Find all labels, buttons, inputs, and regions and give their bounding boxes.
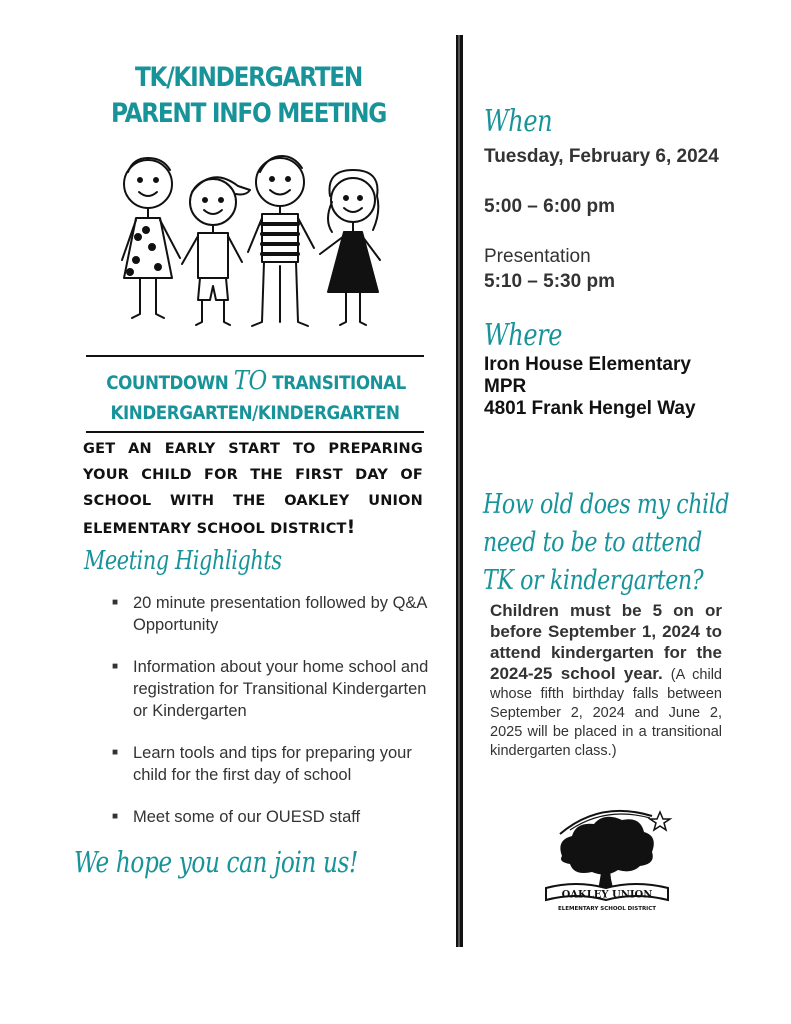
list-item-text: 20 minute presentation followed by Q&A Opportunity xyxy=(133,594,427,634)
age-answer xyxy=(490,600,722,761)
where-heading: Where xyxy=(484,318,563,353)
location xyxy=(484,354,696,420)
highlights-heading: Meeting Highlights xyxy=(84,546,282,576)
list-item xyxy=(112,806,432,828)
list-item-text: Learn tools and tips for preparing your child for the first day of school xyxy=(133,744,412,784)
divider-top xyxy=(86,355,424,357)
intro-body: GET AN EARLY START TO PREPARING YOUR CHILD FOR THE FIRST DAY OF SCHOOL WITH THE OAKLEY UNION ELEMENTARY SCHOOL DISTRICT xyxy=(83,441,423,537)
location-name: Iron House Elementary xyxy=(484,354,691,375)
countdown-line-1 xyxy=(106,366,406,398)
countdown-word: COUNTDOWN xyxy=(106,372,229,394)
logo-subtitle: ELEMENTARY SCHOOL DISTRICT xyxy=(557,906,657,912)
list-item-text: Meet some of our OUESD staff xyxy=(133,808,361,826)
kids-drawing-icon xyxy=(108,152,398,337)
intro-exclaim: ! xyxy=(346,516,356,538)
bullet-icon: ■ xyxy=(112,661,119,672)
event-date: Tuesday, February 6, 2024 xyxy=(484,146,719,167)
event-time: 5:00 – 6:00 pm xyxy=(484,196,615,217)
logo-name: OAKLEY UNION xyxy=(561,889,653,901)
location-address: 4801 Frank Hengel Way xyxy=(484,398,696,419)
list-item xyxy=(112,592,432,636)
closing-text: We hope you can join us! xyxy=(74,845,358,879)
presentation-time: 5:10 – 5:30 pm xyxy=(484,271,615,292)
countdown-to: TO xyxy=(233,366,267,396)
title-line-2: PARENT INFO MEETING xyxy=(110,98,387,129)
countdown-transitional: TRANSITIONAL xyxy=(272,372,406,394)
divider-bottom xyxy=(86,431,424,433)
countdown-line-2: KINDERGARTEN/KINDERGARTEN xyxy=(110,402,400,424)
age-answer-bold: Children must be 5 on or before September 1, 2024 to attend kindergarten for the 2024-25 school year. xyxy=(490,601,722,683)
title-line-1: TK/KINDERGARTEN xyxy=(134,62,363,93)
list-item-text: Information about your home school and registration for Transitional Kindergarten or Kindergarten xyxy=(133,658,429,720)
page-title xyxy=(109,60,389,132)
highlights-list xyxy=(112,592,432,848)
when-heading: When xyxy=(484,104,553,139)
list-item xyxy=(112,656,432,722)
vertical-divider xyxy=(456,35,463,947)
presentation-label: Presentation xyxy=(484,246,591,267)
bullet-icon: ■ xyxy=(112,811,119,822)
oakley-tree-logo-icon xyxy=(540,804,675,914)
age-question: How old does my child need to be to attend TK or kindergarten? xyxy=(483,489,730,596)
bullet-icon: ■ xyxy=(112,597,119,608)
list-item xyxy=(112,742,432,786)
age-answer-note: (A child whose fifth birthday falls between September 2, 2024 and June 2, 2025 will be placed in a transitional kindergarten class.) xyxy=(490,667,722,759)
location-room: MPR xyxy=(484,376,527,397)
intro-text xyxy=(83,436,423,542)
bullet-icon: ■ xyxy=(112,747,119,758)
